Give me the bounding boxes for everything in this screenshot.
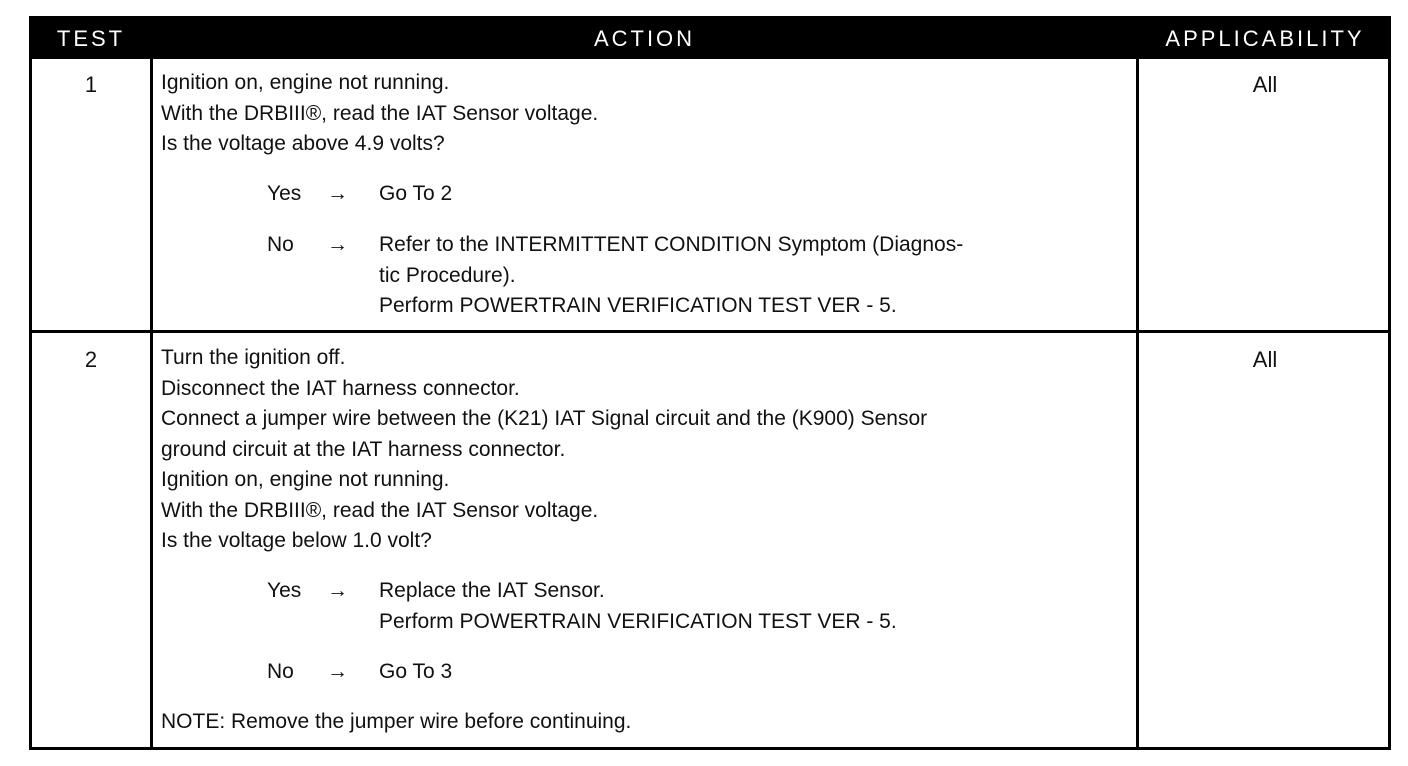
arrow-icon: → (327, 182, 348, 205)
action-line: Is the voltage above 4.9 volts? (161, 132, 445, 155)
branch-text: Go To 2 (379, 182, 453, 205)
action-line: Is the voltage below 1.0 volt? (161, 529, 432, 552)
action-line: Ignition on, engine not running. (161, 468, 450, 491)
applicability-value: All (1252, 72, 1278, 97)
diagnostic-test-table (29, 16, 1391, 750)
branch-line: Refer to the INTERMITTENT CONDITION Symptom (Diagnos- (379, 233, 964, 256)
header-applicability: APPLICABILITY (1165, 26, 1365, 51)
action-text (161, 68, 598, 160)
branch-line: tic Procedure). (379, 263, 516, 287)
no-label: No (267, 660, 294, 683)
action-line: With the DRBIII®, read the IAT Sensor voltage. (161, 101, 599, 125)
no-label: No (267, 233, 294, 256)
branch-text (379, 576, 897, 637)
arrow-icon: → (327, 579, 348, 602)
action-line: Connect a jumper wire between the (K21) IAT Signal circuit and the (K900) Sensor (161, 407, 928, 430)
action-line: ground circuit at the IAT harness connector. (161, 437, 566, 461)
action-line: With the DRBIII®, read the IAT Sensor voltage. (161, 498, 599, 522)
yes-label: Yes (267, 579, 302, 602)
action-line: Turn the ignition off. (161, 346, 346, 369)
table-header (32, 19, 1388, 59)
arrow-icon: → (327, 233, 348, 256)
applicability-value: All (1252, 347, 1278, 372)
branch-text (379, 230, 963, 322)
action-line: Disconnect the IAT harness connector. (161, 376, 520, 400)
column-divider (150, 59, 153, 747)
row-divider (32, 330, 1388, 333)
branch-line: Perform POWERTRAIN VERIFICATION TEST VER - 5. (379, 294, 897, 317)
yes-label: Yes (267, 182, 302, 205)
test-number: 1 (84, 72, 98, 97)
note-text: NOTE: Remove the jumper wire before continuing. (161, 710, 632, 733)
action-text (161, 343, 927, 557)
branch-line: Perform POWERTRAIN VERIFICATION TEST VER - 5. (379, 609, 897, 633)
arrow-icon: → (327, 660, 348, 683)
test-number: 2 (84, 347, 98, 372)
branch-text: Go To 3 (379, 660, 453, 683)
branch-line: Replace the IAT Sensor. (379, 579, 605, 602)
header-test: TEST (56, 26, 126, 51)
column-divider (1136, 59, 1139, 747)
action-line: Ignition on, engine not running. (161, 71, 450, 94)
header-action: ACTION (593, 26, 696, 51)
